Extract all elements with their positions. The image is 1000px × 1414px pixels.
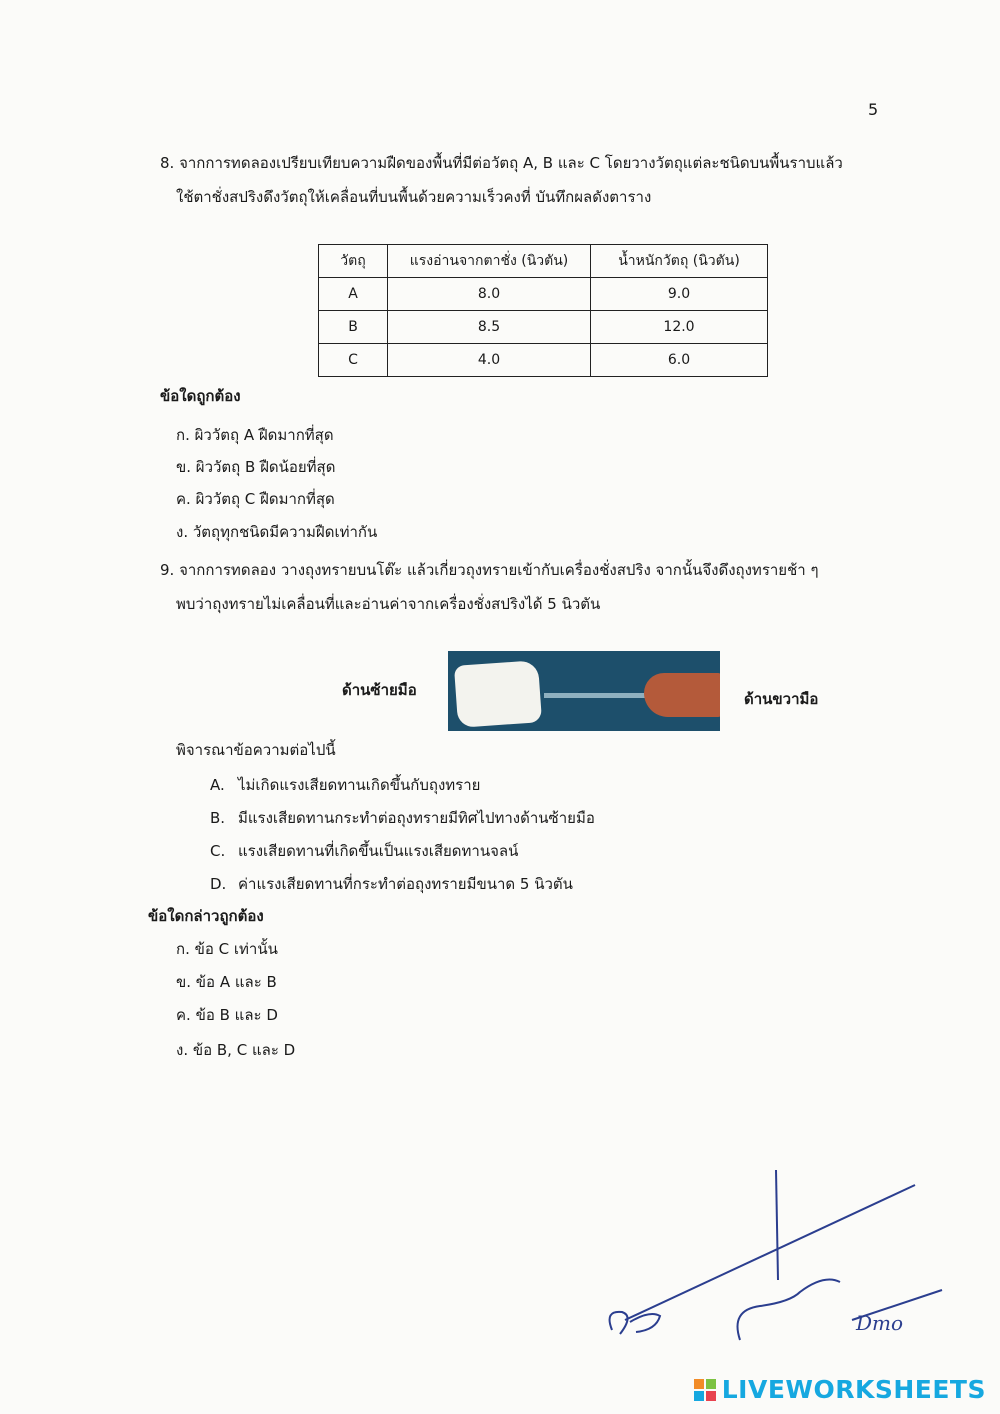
question-9-choice-b[interactable]: ข. ข้อ A และ B	[176, 973, 277, 991]
friction-table	[318, 244, 768, 377]
statement-d	[210, 872, 573, 896]
spring-scale-shape	[544, 693, 654, 698]
statement-key: A.	[210, 776, 225, 794]
table-cell: 4.0	[388, 344, 591, 377]
table-header: วัตถุ	[319, 245, 388, 278]
question-9-text	[160, 553, 880, 621]
consider-statements-label: พิจารณาข้อความต่อไปนี้	[176, 741, 336, 759]
left-hand-label: ด้านซ้ายมือ	[342, 681, 417, 699]
statement-c	[210, 839, 518, 863]
table-cell: C	[319, 344, 388, 377]
question-8-choice-c[interactable]: ค. ผิววัตถุ C ฝืดมากที่สุด	[176, 490, 335, 508]
question-9-prompt: ข้อใดกล่าวถูกต้อง	[148, 907, 264, 925]
right-hand-label: ด้านขวามือ	[744, 690, 819, 708]
statement-a	[210, 773, 480, 797]
signature-icon	[590, 1170, 970, 1370]
sandbag-photo	[448, 651, 720, 731]
question-9-choice-a[interactable]: ก. ข้อ C เท่านั้น	[176, 940, 278, 958]
question-8-choice-a[interactable]: ก. ผิววัตถุ A ฝืดมากที่สุด	[176, 426, 334, 444]
question-8-choice-d[interactable]: ง. วัตถุทุกชนิดมีความฝืดเท่ากัน	[176, 523, 378, 541]
hand-shape	[644, 673, 720, 717]
table-row	[319, 344, 768, 377]
question-8-line2: ใช้ตาชั่งสปริงดึงวัตถุให้เคลื่อนที่บนพื้นด้วยความเร็วคงที่ บันทึกผลดังตาราง	[176, 188, 652, 206]
page-number: 5	[868, 100, 879, 119]
table-cell: B	[319, 311, 388, 344]
table-cell: 8.5	[388, 311, 591, 344]
statement-text: ไม่เกิดแรงเสียดทานเกิดขึ้นกับถุงทราย	[238, 776, 481, 794]
table-row	[319, 311, 768, 344]
table-row	[319, 278, 768, 311]
question-8-choice-b[interactable]: ข. ผิววัตถุ B ฝืดน้อยที่สุด	[176, 458, 336, 476]
table-cell: 6.0	[591, 344, 768, 377]
question-9-choice-c[interactable]: ค. ข้อ B และ D	[176, 1006, 278, 1024]
statement-key: D.	[210, 875, 227, 893]
statement-text: ค่าแรงเสียดทานที่กระทำต่อถุงทรายมีขนาด 5 นิวตัน	[238, 875, 573, 893]
liveworksheets-logo[interactable]	[694, 1375, 986, 1404]
table-header: แรงอ่านจากตาชั่ง (นิวตัน)	[388, 245, 591, 278]
statement-text: แรงเสียดทานที่เกิดขึ้นเป็นแรงเสียดทานจลน์	[238, 842, 519, 860]
table-header: น้ำหนักวัตถุ (นิวตัน)	[591, 245, 768, 278]
question-9-line1: 9. จากการทดลอง วางถุงทรายบนโต๊ะ แล้วเกี่ยวถุงทรายเข้ากับเครื่องชั่งสปริง จากนั้นจึงดึงถุงทรายช้า ๆ	[160, 561, 819, 579]
statement-key: C.	[210, 842, 226, 860]
statement-b	[210, 806, 595, 830]
question-8-text	[160, 146, 900, 214]
question-9-line2: พบว่าถุงทรายไม่เคลื่อนที่และอ่านค่าจากเครื่องชั่งสปริงได้ 5 นิวตัน	[176, 595, 601, 613]
question-8-line1: 8. จากการทดลองเปรียบเทียบความฝืดของพื้นที่มีต่อวัตถุ A, B และ C โดยวางวัตถุแต่ละชนิดบนพื้นราบแล้ว	[160, 154, 843, 172]
signature-text: Dmo	[856, 1311, 904, 1335]
table-header-row	[319, 245, 768, 278]
table-cell: 12.0	[591, 311, 768, 344]
question-8-prompt: ข้อใดถูกต้อง	[160, 387, 241, 405]
brand-name: LIVEWORKSHEETS	[721, 1375, 986, 1404]
table-cell: 8.0	[388, 278, 591, 311]
sandbag-shape	[454, 660, 542, 728]
logo-icon	[694, 1379, 716, 1401]
question-9-choice-d[interactable]: ง. ข้อ B, C และ D	[176, 1041, 296, 1059]
statement-text: มีแรงเสียดทานกระทำต่อถุงทรายมีทิศไปทางด้านซ้ายมือ	[238, 809, 595, 827]
statement-key: B.	[210, 809, 226, 827]
table-cell: A	[319, 278, 388, 311]
table-cell: 9.0	[591, 278, 768, 311]
